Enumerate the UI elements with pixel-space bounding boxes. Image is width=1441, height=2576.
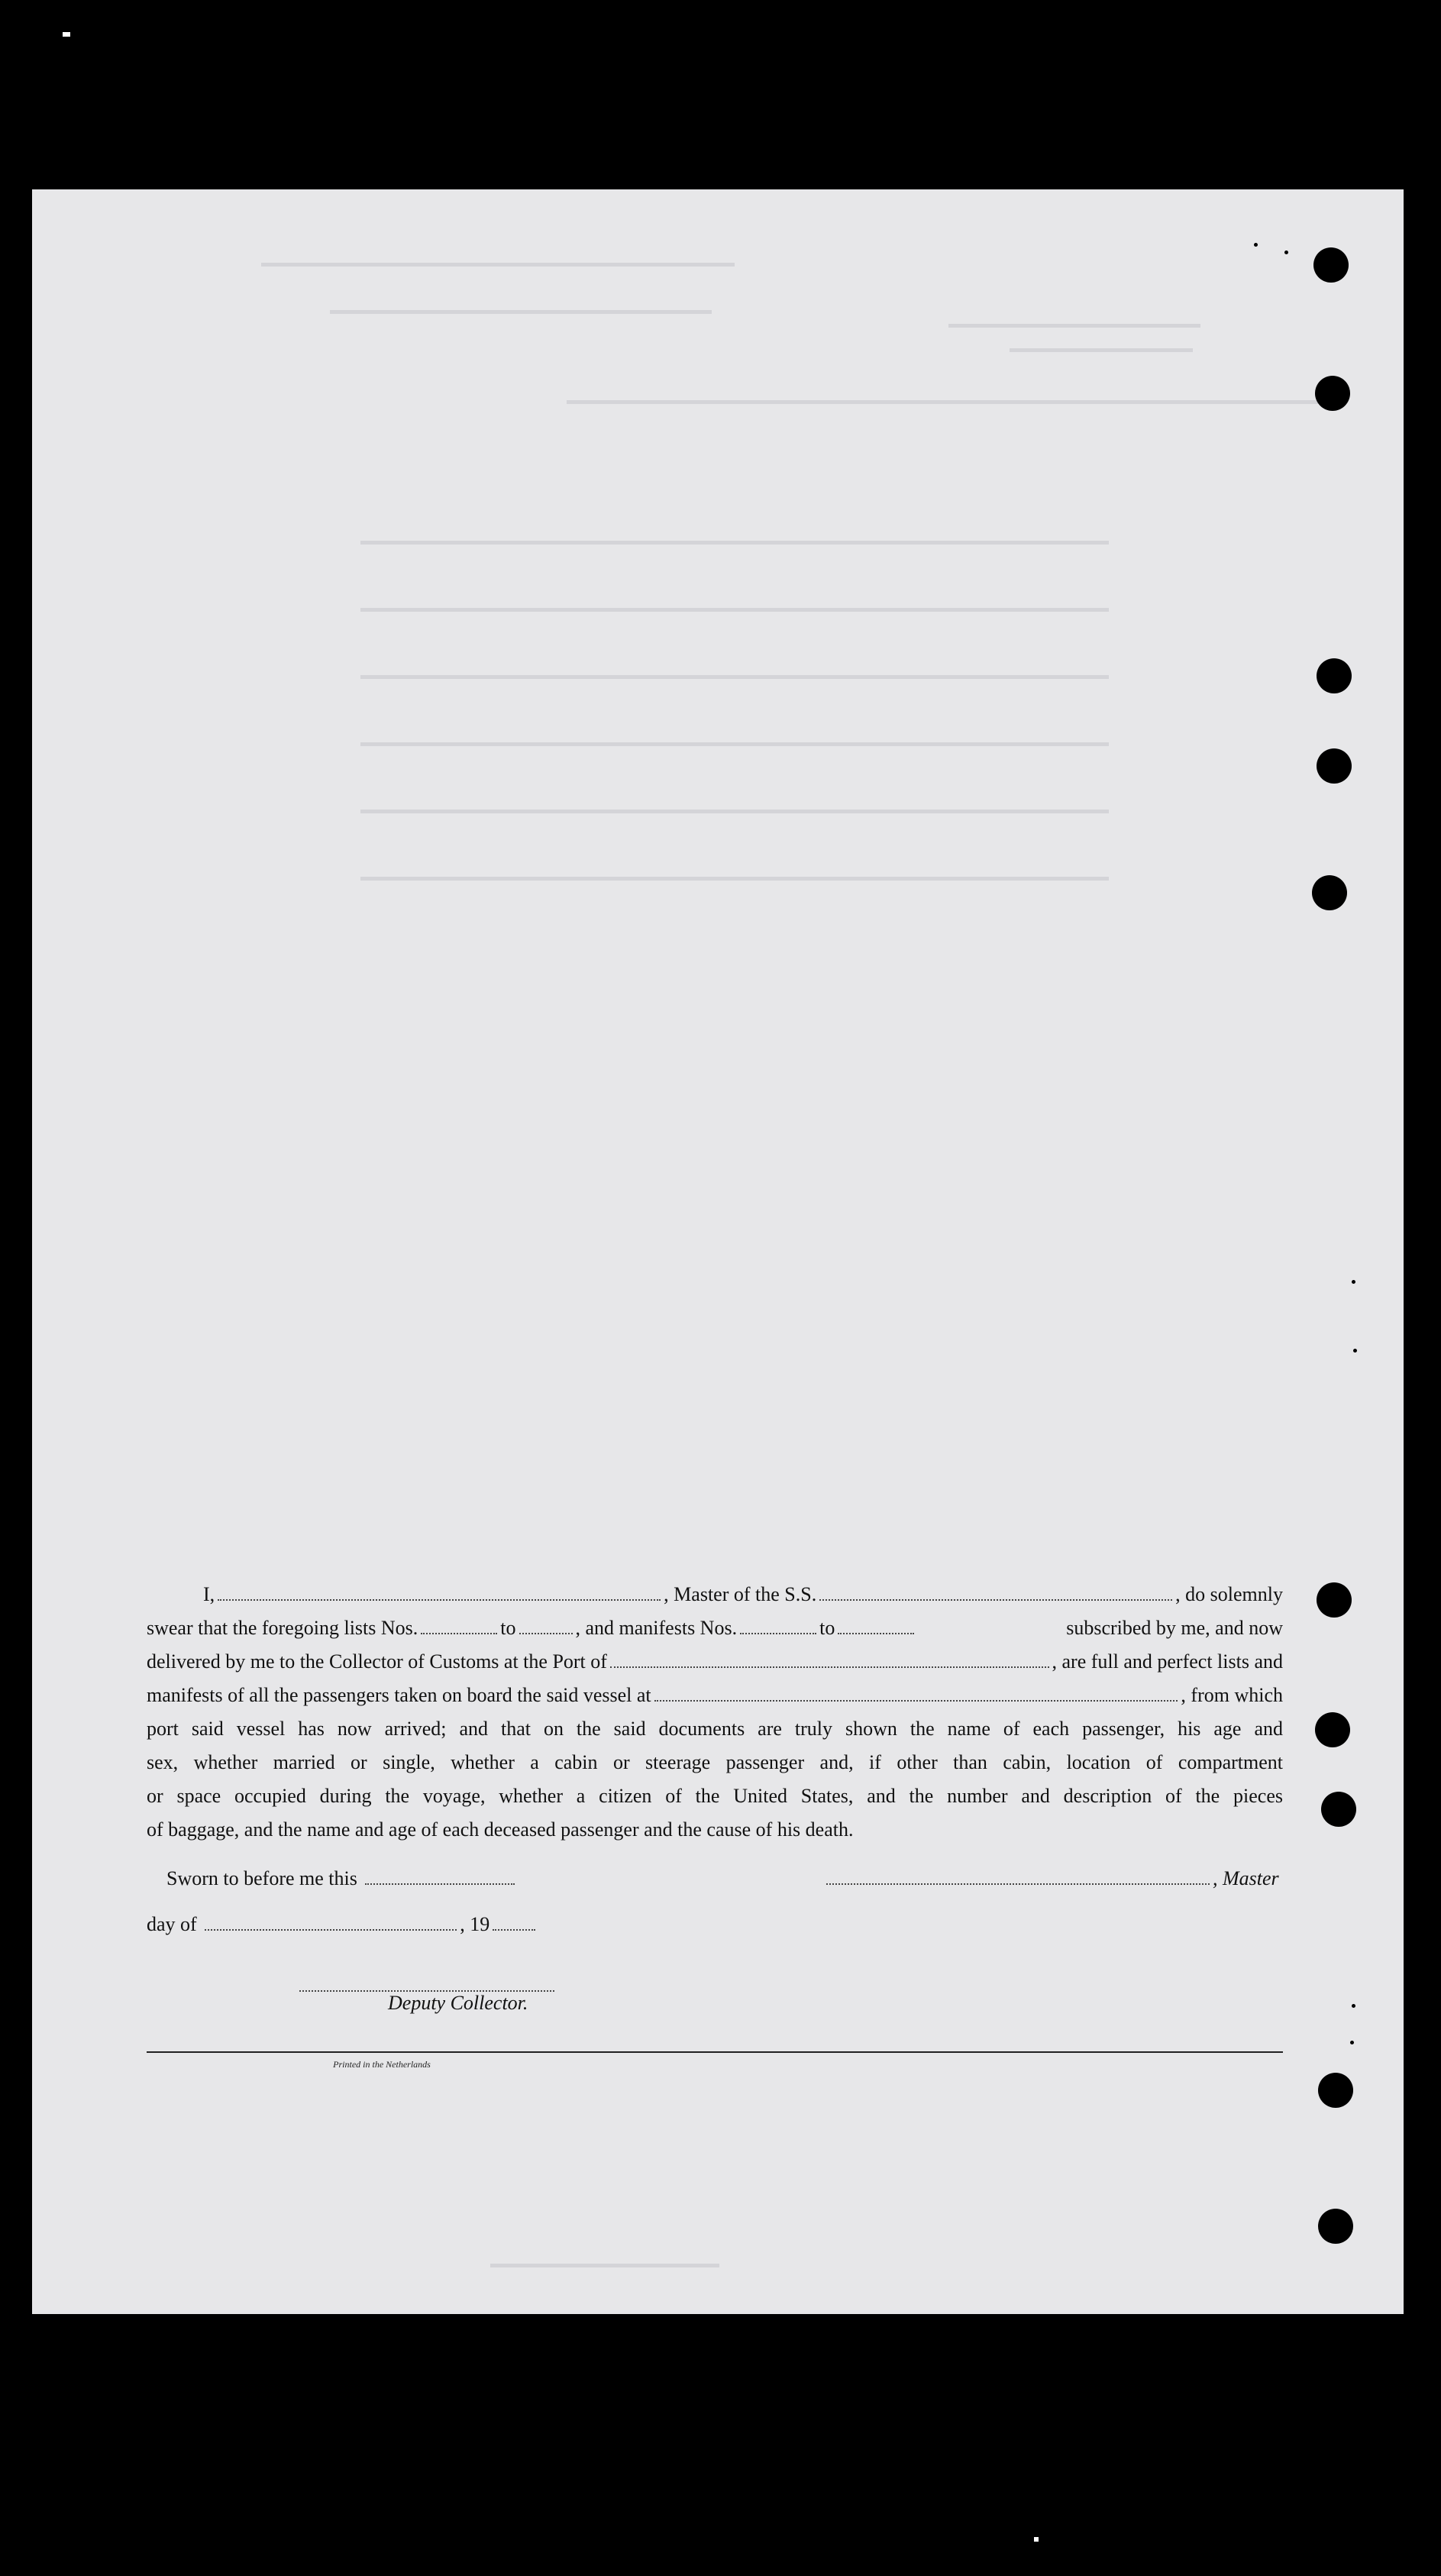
embarkation-port-field[interactable]: [654, 1683, 1178, 1702]
master-name-field[interactable]: [218, 1582, 661, 1601]
punch-hole: [1317, 1582, 1352, 1618]
oath-text: to: [500, 1617, 516, 1639]
day-of-label: day of: [147, 1913, 197, 1935]
oath-text: I,: [203, 1583, 215, 1605]
manifest-to-field[interactable]: [838, 1616, 914, 1634]
dust-speck: [63, 32, 70, 37]
oath-line: [147, 1611, 1283, 1645]
oath-text: , do solemnly: [1175, 1583, 1283, 1605]
printer-imprint: Printed in the Netherlands: [333, 2059, 431, 2070]
bleed-through-mark: [490, 2264, 719, 2267]
ink-speck: [1350, 2041, 1354, 2044]
bleed-through-mark: [360, 877, 1109, 881]
oath-text: , and manifests Nos.: [575, 1617, 738, 1639]
port-field[interactable]: [610, 1650, 1049, 1668]
ink-speck: [1352, 1280, 1355, 1284]
punch-hole: [1315, 376, 1350, 411]
oath-text: subscribed by me, and now: [1066, 1617, 1283, 1639]
list-to-field[interactable]: [519, 1616, 573, 1634]
punch-hole: [1315, 1712, 1350, 1747]
list-from-field[interactable]: [421, 1616, 497, 1634]
oath-line: port said vessel has now arrived; and that on the said documents are truly shown the name of each passenger, his age and: [147, 1718, 1283, 1740]
oath-line: [147, 1578, 1283, 1611]
bleed-through-mark: [330, 310, 712, 314]
deputy-label: Deputy Collector.: [388, 1992, 528, 2014]
year-field[interactable]: [493, 1912, 535, 1931]
bleed-through-mark: [1010, 348, 1193, 352]
sworn-label: Sworn to before me this: [166, 1867, 357, 1889]
oath-line: [147, 1645, 1283, 1679]
punch-hole: [1313, 247, 1349, 283]
master-label: , Master: [1213, 1867, 1279, 1889]
oath-line: [147, 1679, 1283, 1712]
dust-speck: [1034, 2537, 1039, 2542]
deputy-signature-field[interactable]: [299, 1973, 554, 1992]
day-of-line: [147, 1912, 538, 1936]
bleed-through-mark: [360, 810, 1109, 813]
punch-hole: [1317, 658, 1352, 693]
ink-speck: [1352, 2004, 1355, 2008]
oath-line: of baggage, and the name and age of each deceased passenger and the cause of his death.: [147, 1818, 854, 1841]
punch-hole: [1321, 1792, 1356, 1827]
ink-speck: [1284, 250, 1288, 254]
oath-text: manifests of all the passengers taken on board the said vessel at: [147, 1684, 651, 1706]
oath-text: delivered by me to the Collector of Customs at the Port of: [147, 1650, 607, 1673]
ink-speck: [1353, 1349, 1357, 1353]
punch-hole: [1317, 748, 1352, 784]
oath-text: , from which: [1181, 1684, 1283, 1706]
sworn-line: [166, 1867, 518, 1890]
vessel-name-field[interactable]: [819, 1582, 1172, 1601]
oath-paragraph: [147, 1578, 1283, 1847]
bleed-through-mark: [360, 608, 1109, 612]
master-signature-line: [823, 1867, 1279, 1890]
month-field[interactable]: [205, 1912, 457, 1931]
manifest-from-field[interactable]: [740, 1616, 816, 1634]
oath-text: , are full and perfect lists and: [1052, 1650, 1283, 1673]
footer-rule: [147, 2051, 1283, 2053]
oath-text: , Master of the S.S.: [664, 1583, 817, 1605]
punch-hole: [1312, 875, 1347, 910]
oath-text: to: [819, 1617, 835, 1639]
bleed-through-mark: [360, 675, 1109, 679]
oath-text: swear that the foregoing lists Nos.: [147, 1617, 418, 1639]
oath-line: sex, whether married or single, whether a cabin or steerage passenger and, if other than cabin, location of compartment: [147, 1751, 1283, 1773]
bleed-through-mark: [567, 400, 1330, 404]
ink-speck: [1254, 243, 1258, 247]
bleed-through-mark: [360, 541, 1109, 545]
document-page: [32, 189, 1404, 2314]
year-label: , 19: [460, 1913, 490, 1935]
bleed-through-mark: [261, 263, 735, 267]
oath-line: or space occupied during the voyage, whether a citizen of the United States, and the number and description of the pieces: [147, 1785, 1283, 1807]
punch-hole: [1318, 2209, 1353, 2244]
master-signature-field[interactable]: [826, 1867, 1210, 1885]
punch-hole: [1318, 2073, 1353, 2108]
bleed-through-mark: [360, 742, 1109, 746]
sworn-date-field[interactable]: [365, 1867, 515, 1885]
bleed-through-mark: [948, 324, 1200, 328]
